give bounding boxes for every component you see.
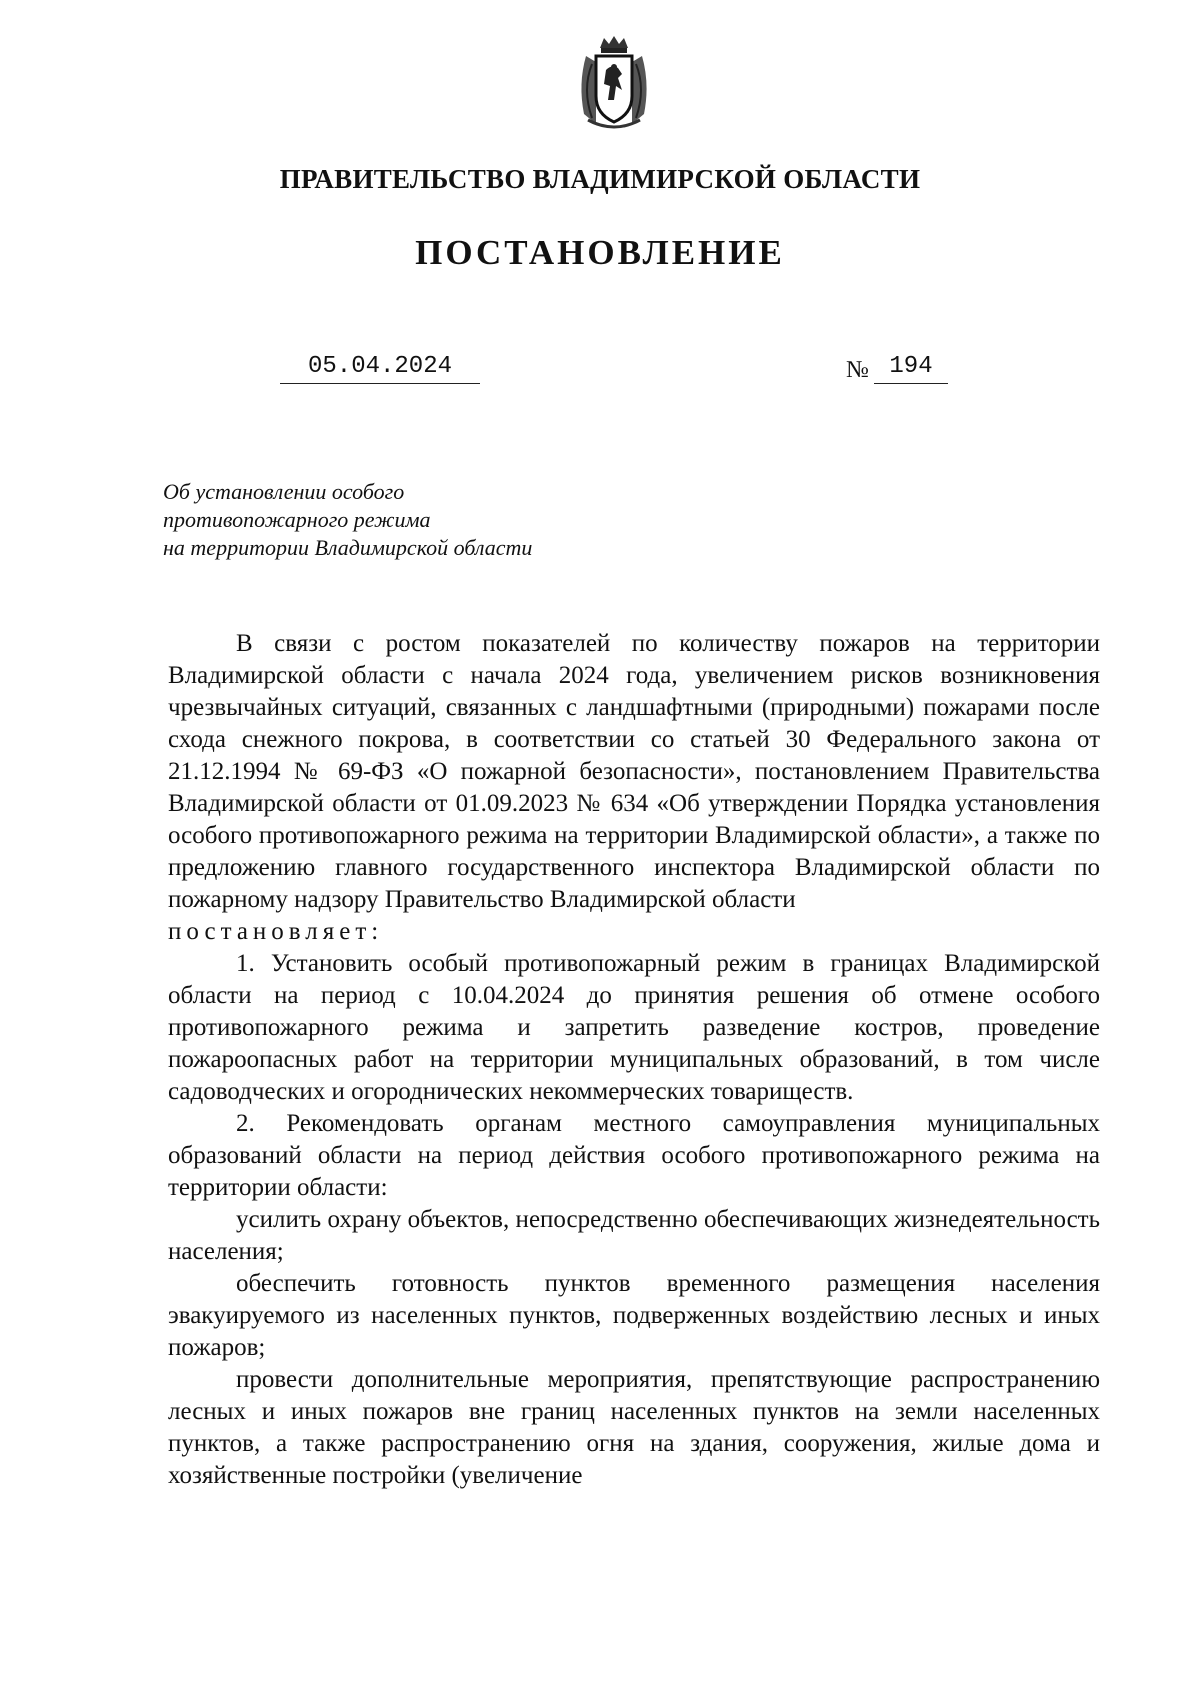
document-number: 194 [874, 353, 948, 384]
document-date: 05.04.2024 [280, 353, 480, 384]
document-body [168, 628, 1100, 1492]
document-type-title: ПОСТАНОВЛЕНИЕ [415, 233, 785, 272]
subitem-paragraph: обеспечить готовность пунктов временного размещения населения эвакуируемого из населенных пунктов, подверженных воздействию лесных и иных пожаров; [168, 1270, 1100, 1361]
subitem-paragraph: провести дополнительные мероприятия, препятствующие распространению лесных и иных пожаров вне границ населенных пунктов на земли населенных пунктов, а также распространению огня на здания, сооружения, жилые дома и хозяйственные постройки (увеличение [168, 1366, 1100, 1489]
item-1-paragraph: 1. Установить особый противопожарный режим в границах Владимирской области на период с 10.04.2024 до принятия решения об отмене особого противопожарного режима и запретить разведение костров, проведение пожароопасных работ на территории муниципальных образований, в том числе садоводческих и огороднических некоммерческих товариществ. [168, 950, 1100, 1105]
coat-of-arms-icon [568, 34, 660, 134]
subitem-paragraph: усилить охрану объектов, непосредственно обеспечивающих жизнедеятельность населения; [168, 1206, 1100, 1265]
document-subject [163, 478, 623, 562]
subject-line: на территории Владимирской области [163, 535, 533, 560]
number-sign: № [846, 357, 869, 383]
decree-word: постановляет: [168, 918, 384, 945]
item-2-paragraph: 2. Рекомендовать органам местного самоуправления муниципальных образований области на период действия особого противопожарного режима на территории области: [168, 1110, 1100, 1201]
subject-line: Об установлении особого [163, 479, 405, 504]
subject-line: противопожарного режима [163, 507, 431, 532]
preamble-paragraph: В связи с ростом показателей по количеству пожаров на территории Владимирской области с начала 2024 года, увеличением рисков возникновения чрезвычайных ситуаций, связанных с ландшафтными (природными) пожарами после схода снежного покрова, в соответствии со статьей 30 Федерального закона от 21.12.1994 № 69-ФЗ «О пожарной безопасности», постановлением Правительства Владимирской области от 01.09.2023 № 634 «Об утверждении Порядка установления особого противопожарного режима на территории Владимирской области», а также по предложению главного государственного инспектора Владимирской области по пожарному надзору Правительство Владимирской области [168, 630, 1100, 913]
organization-title: ПРАВИТЕЛЬСТВО ВЛАДИМИРСКОЙ ОБЛАСТИ [279, 164, 921, 194]
